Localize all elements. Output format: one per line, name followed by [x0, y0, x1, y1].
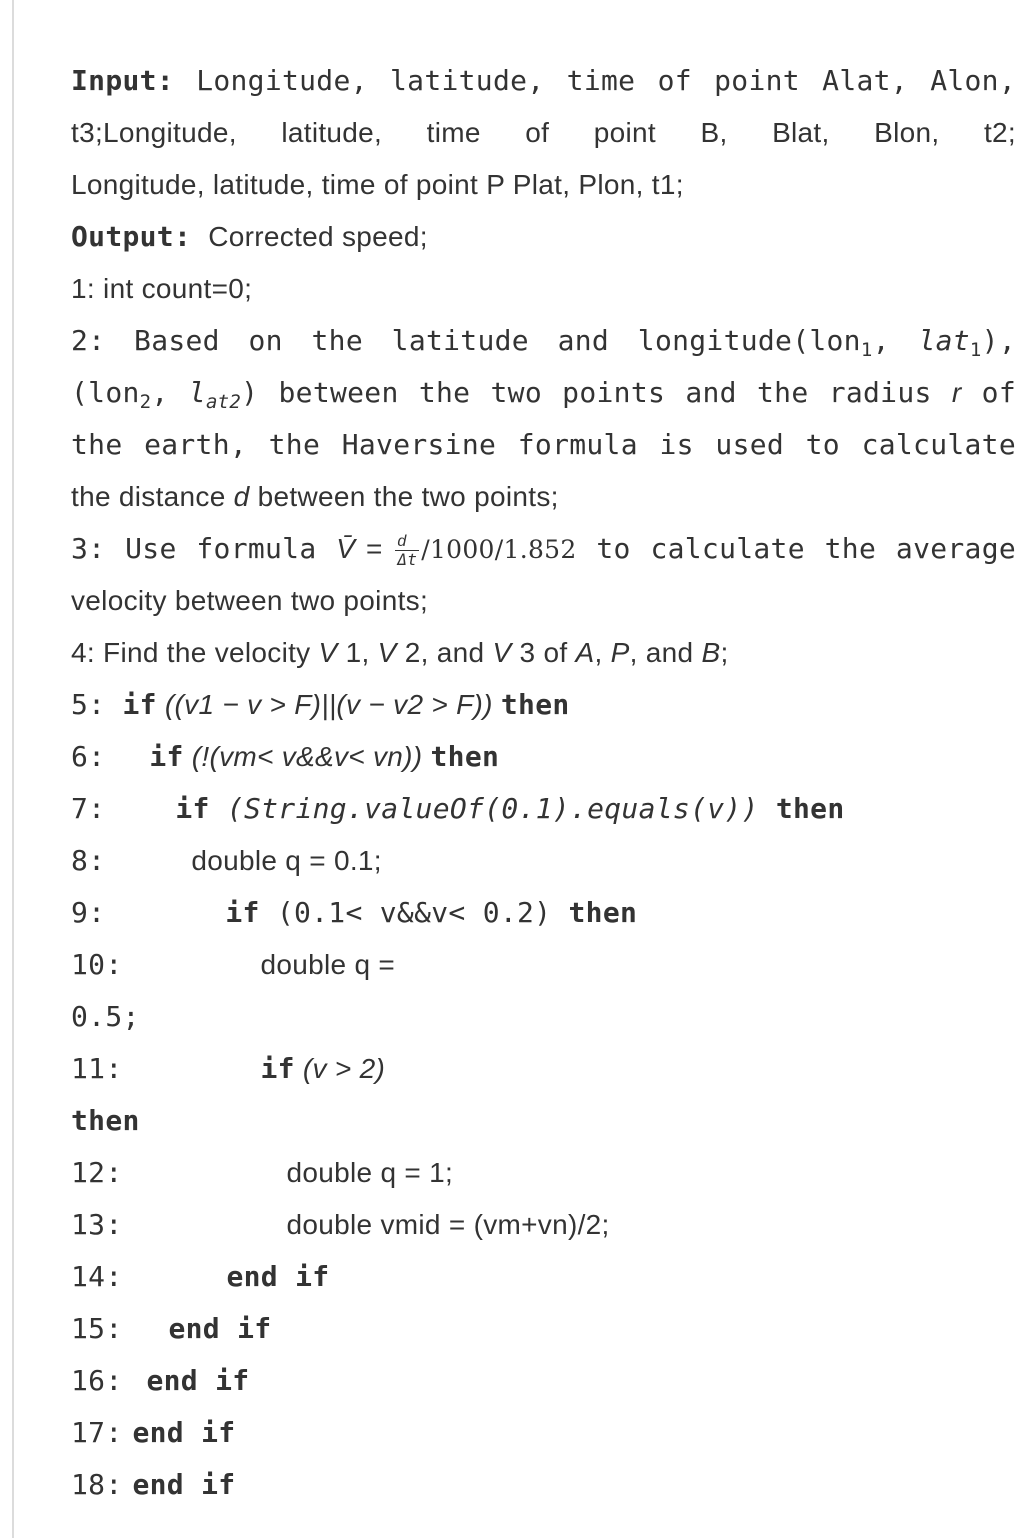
- input-line-2: t3;Longitude, latitude, time of point B, Blat, Blon, t2;: [71, 117, 1016, 148]
- step-12: 12: double q = 1;: [71, 1156, 454, 1189]
- output-label: Output:: [71, 220, 192, 253]
- step-7: 7: if (String.valueOf(0.1).equals(v)) then: [71, 792, 845, 825]
- algorithm-block: [71, 55, 1016, 1511]
- step-5: 5: if ((v1 − v > F)||(v − v2 > F)) then: [71, 688, 570, 721]
- step-2-line-1: 2: Based on the latitude and longitude(lon$_1$, lat$_1$),: [71, 324, 1016, 361]
- step-10-wrap: 0.5;: [71, 1000, 140, 1033]
- step-13: 13: double vmid = (vm+vn)/2;: [71, 1208, 610, 1241]
- step-1: 1: int count=0;: [71, 273, 253, 304]
- step-17: 17: end if: [71, 1416, 236, 1449]
- step-16: 16: end if: [71, 1364, 250, 1397]
- step-2-line-3: the earth, the Haversine formula is used to calculate: [71, 428, 1016, 461]
- step-4: 4: Find the velocity V 1, V 2, and V 3 of A, P, and B;: [71, 637, 729, 668]
- step-11-wrap: then: [71, 1104, 140, 1137]
- input-line-3: Longitude, latitude, time of point P Plat, Plon, t1;: [71, 169, 684, 200]
- output-line: Output: Corrected speed;: [71, 220, 428, 253]
- formula-fraction: $\frac{d}{\Delta t}$: [397, 532, 418, 569]
- step-2-line-2: (lon$_2$, $l_{at2}$) between the two points and the radius r of: [71, 376, 1016, 413]
- input-line-1: Input: Longitude, latitude, time of point Alat, Alon,: [71, 64, 1016, 97]
- step-3-line-2: velocity between two points;: [71, 585, 429, 616]
- step-11: 11: if (v > 2): [71, 1052, 386, 1085]
- step-10: 10: double q =: [71, 948, 396, 981]
- step-14: 14: end if: [71, 1260, 330, 1293]
- step-2-line-4: the distance d between the two points;: [71, 481, 559, 512]
- left-margin-rule: [12, 0, 14, 1538]
- step-18: 18: end if: [71, 1468, 236, 1501]
- step-9: 9: if (0.1< v&&v< 0.2) then: [71, 896, 638, 929]
- step-8: 8: double q = 0.1;: [71, 844, 382, 877]
- step-6: 6: if (!(vm< v&&v< vn)) then: [71, 740, 500, 773]
- step-3-line-1: 3: Use formula V̄ = $\frac{d}{\Delta t}$ /1000/1.852 to calculate the average: [71, 532, 1017, 569]
- input-label: Input:: [71, 64, 174, 97]
- step-15: 15: end if: [71, 1312, 272, 1345]
